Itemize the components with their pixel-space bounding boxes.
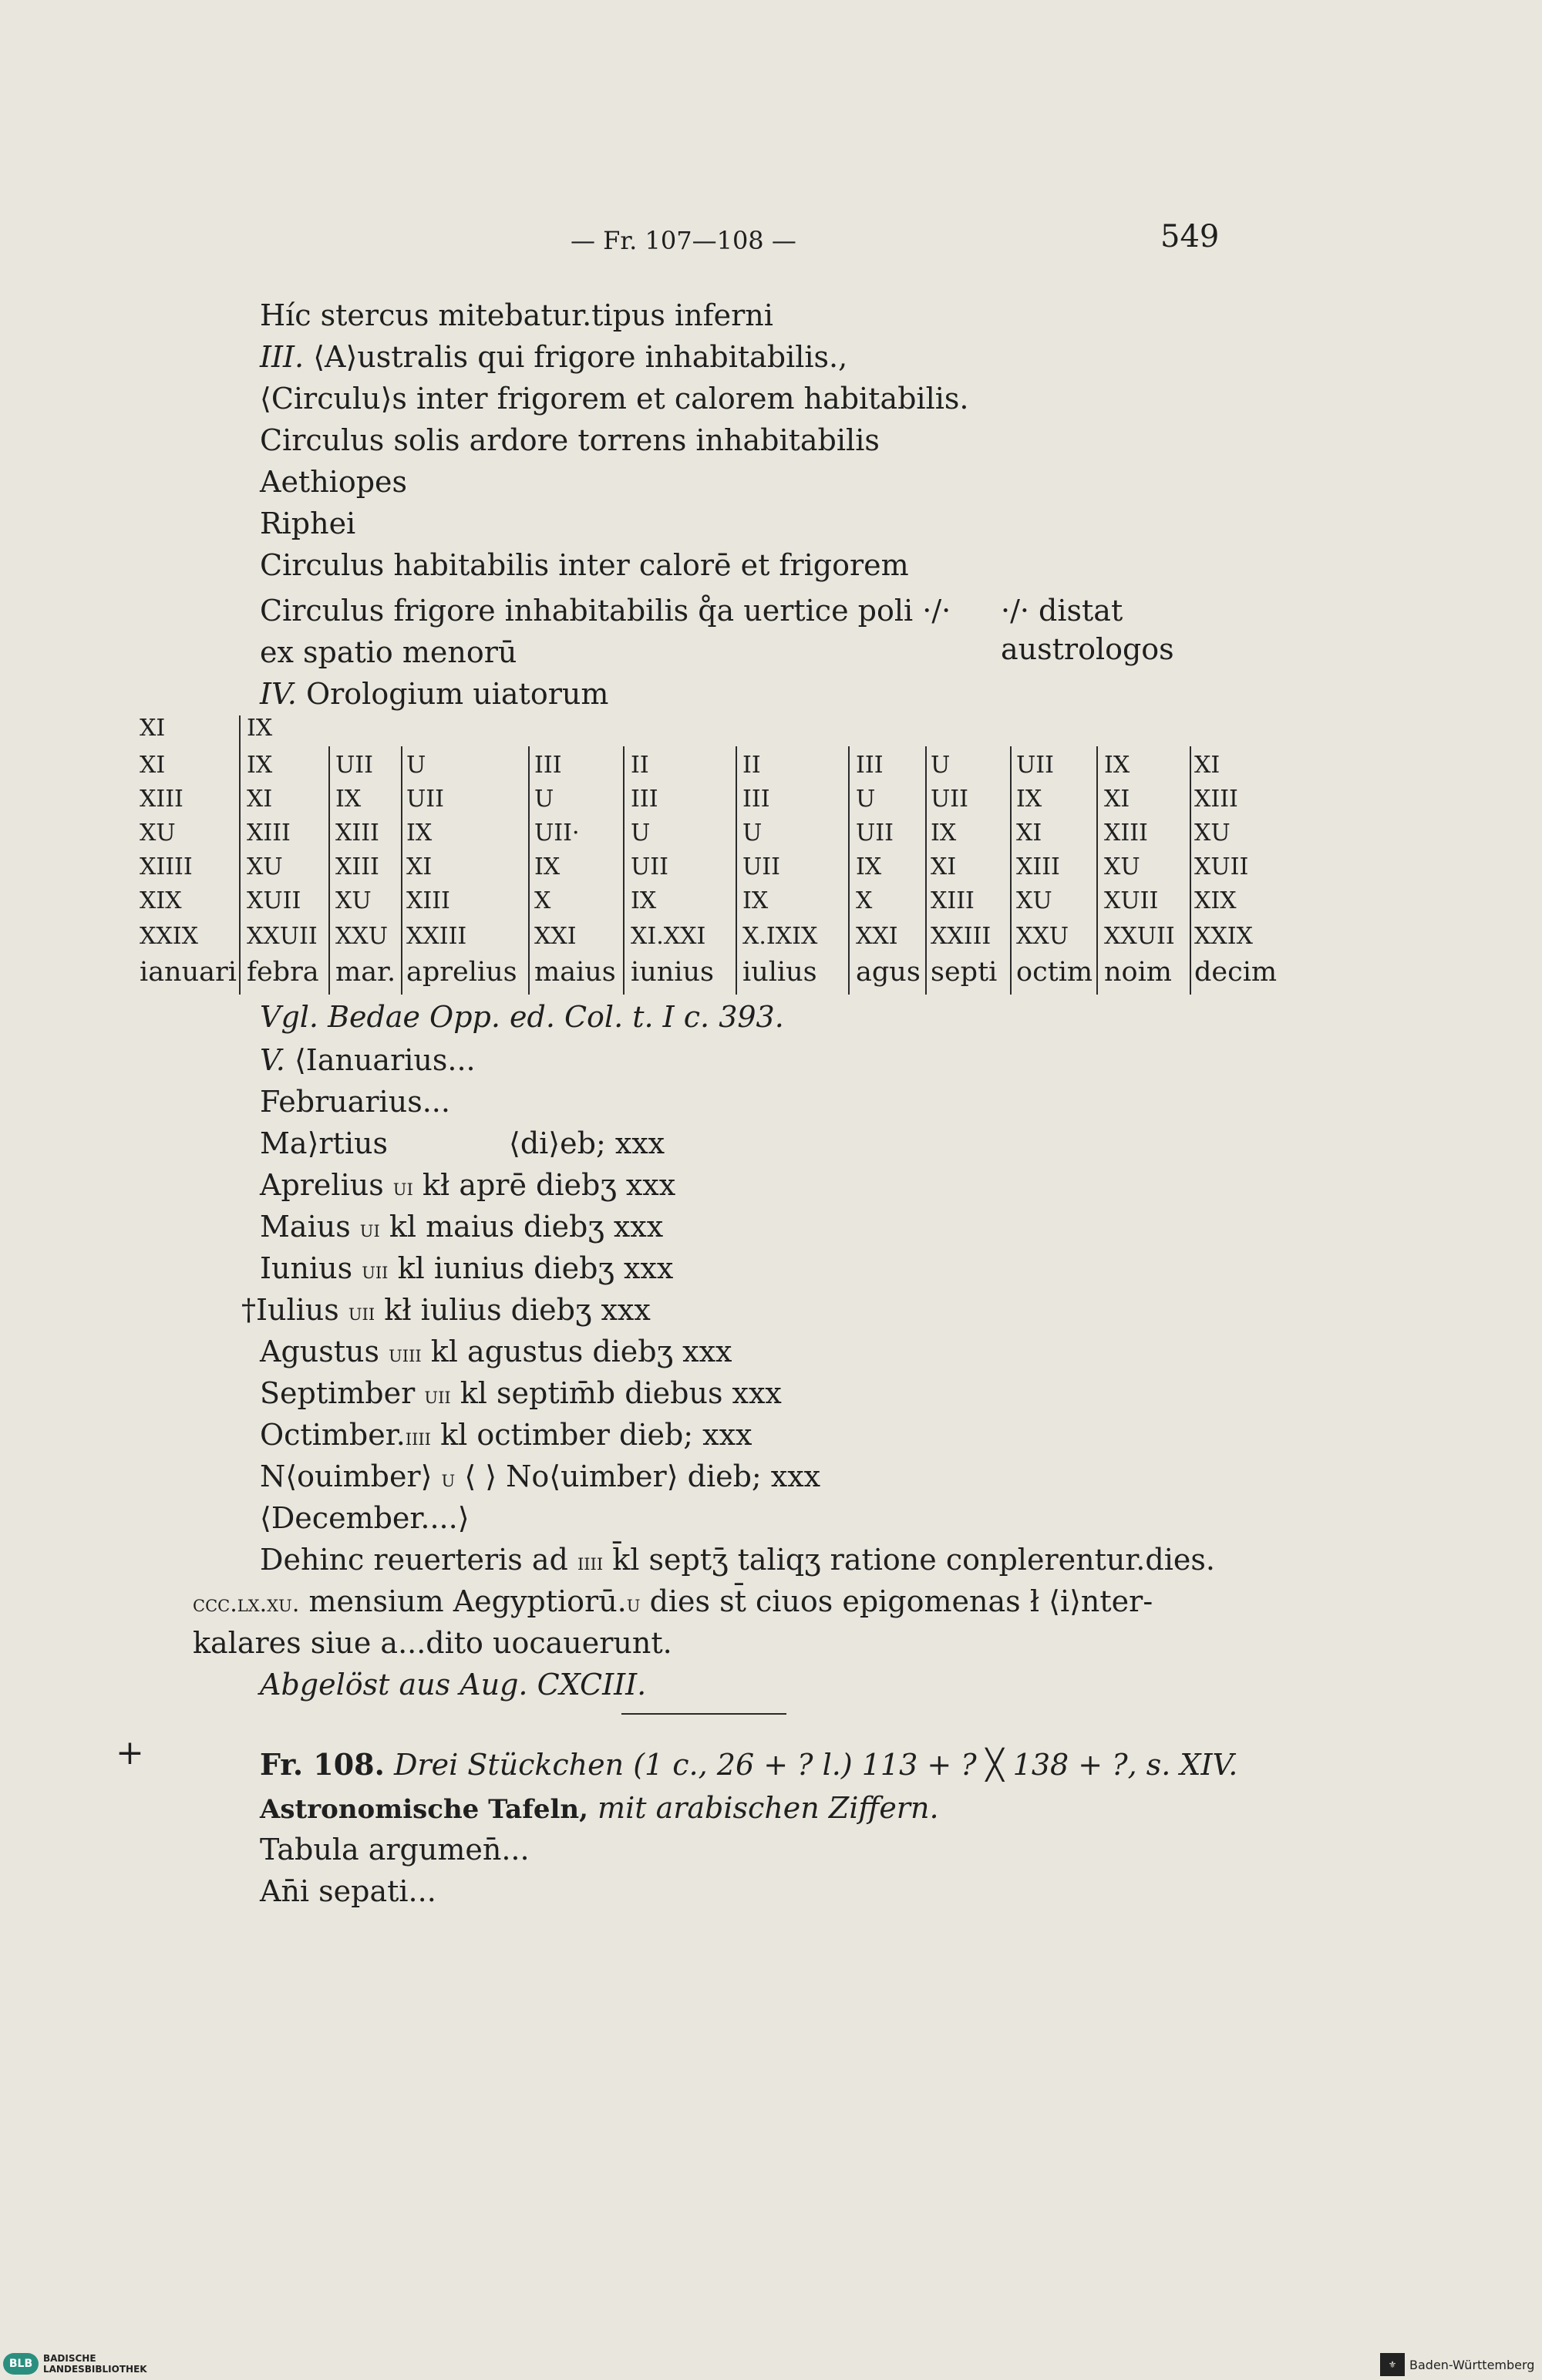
table-cell: UII· <box>534 820 580 847</box>
table-cell: X <box>534 887 551 914</box>
plus-mark: + <box>116 1733 144 1772</box>
table-cell: IX <box>631 887 657 914</box>
table-column-divider <box>401 746 402 995</box>
month-line-aug: Agustus uiii kl agustus diebʒ xxx <box>260 1335 732 1368</box>
text-line-5: Aethiopes <box>260 465 408 499</box>
table-cell: U <box>534 786 554 813</box>
fr108-subheading: Astronomische Tafeln, mit arabischen Ziffern. <box>260 1791 939 1825</box>
text-line-6: Riphei <box>260 507 356 540</box>
running-head: — Fr. 107—108 — <box>571 226 796 255</box>
table-cell: XIIII <box>140 853 193 880</box>
blb-logo: BLB <box>3 2353 39 2375</box>
table-cell: XI <box>247 786 273 813</box>
table-cell: IX <box>1104 752 1130 779</box>
table-cell: XU <box>140 820 176 847</box>
table-cell: IX <box>742 887 769 914</box>
table-month-label: febra <box>247 957 319 988</box>
table-cell: IX <box>856 853 882 880</box>
text-line-3: ⟨Circulu⟩s inter frigorem et calorem habitabilis. <box>260 382 969 416</box>
table-cell: XI <box>140 715 166 742</box>
table-cell: XI <box>140 752 166 779</box>
table-column-divider <box>528 746 530 995</box>
table-cell: U <box>856 786 876 813</box>
table-cell: U <box>931 752 951 779</box>
table-cell: III <box>631 786 658 813</box>
table-cell: UII <box>406 786 444 813</box>
table-cell: U <box>631 820 651 847</box>
table-cell: IX <box>406 820 433 847</box>
table-cell: XIII <box>931 887 975 914</box>
table-cell: XIX <box>140 887 182 914</box>
table-cell: XXUII <box>1104 923 1175 950</box>
table-column-divider <box>1010 746 1012 995</box>
table-cell: XIII <box>335 853 379 880</box>
text-line-2 <box>260 342 847 372</box>
table-cell: XUII <box>247 887 301 914</box>
section-divider <box>621 1713 786 1715</box>
table-cell: XIII <box>140 786 183 813</box>
month-line-iun: Iunius uii kl iunius diebʒ xxx <box>260 1251 674 1285</box>
table-cell: XU <box>247 853 283 880</box>
table-cell: XXU <box>1016 923 1069 950</box>
table-cell: IX <box>1016 786 1042 813</box>
table-cell: XU <box>1194 820 1231 847</box>
table-cell: XI <box>406 853 433 880</box>
table-cell: UII <box>931 786 968 813</box>
table-month-label: septi <box>931 957 998 988</box>
table-cell: III <box>742 786 770 813</box>
fr108-description: Drei Stückchen (1 c., 26 + ? l.) 113 + ? ╳ 138 + ?, s. XIV. <box>393 1748 1238 1782</box>
table-cell: XU <box>1104 853 1140 880</box>
month-line-feb: Februarius... <box>260 1085 450 1119</box>
state-name: Baden-Württemberg <box>1409 2358 1535 2372</box>
table-cell: IX <box>335 786 362 813</box>
table-month-label: octim <box>1016 957 1093 988</box>
table-month-label: iunius <box>631 957 714 988</box>
section-5-line <box>260 1045 476 1075</box>
text-line-10 <box>260 679 608 709</box>
table-cell: XUII <box>1104 887 1159 914</box>
table-column-divider <box>1096 746 1098 995</box>
table-cell: XXIII <box>931 923 992 950</box>
text-line-8-right: ·/· distat <box>1001 594 1123 628</box>
month-line-nov: N⟨ouimber⟩ u ⟨ ⟩ No⟨uimber⟩ dieb; xxx <box>260 1459 821 1493</box>
table-cell: XUII <box>1194 853 1249 880</box>
table-cell: III <box>856 752 884 779</box>
table-column-divider <box>328 746 330 995</box>
fr108-heading <box>260 1747 1238 1782</box>
text-line-4: Circulus solis ardore torrens inhabitabilis <box>260 423 880 457</box>
table-cell: IX <box>247 715 273 742</box>
fr108-title: Fr. 108. <box>260 1747 385 1782</box>
text-line-7: Circulus habitabilis inter calorē et frigorem <box>260 548 909 582</box>
table-cell: XI <box>1016 820 1042 847</box>
month-line-oct: Octimber.iiii kl octimber dieb; xxx <box>260 1418 752 1452</box>
month-line-mar: Ma⟩rtius <box>260 1126 388 1160</box>
table-cell: XXIX <box>1194 923 1253 950</box>
table-cell: IX <box>931 820 957 847</box>
text-line-1: Híc stercus mitebatur.tipus inferni <box>260 298 773 332</box>
text-line-9-right: austrologos <box>1001 632 1174 666</box>
section-5-rest: ⟨Ianuarius... <box>294 1043 476 1077</box>
table-cell: UII <box>742 853 780 880</box>
table-cell: XIII <box>1016 853 1060 880</box>
table-month-label: iulius <box>742 957 817 988</box>
month-line-sep: Septimber uii kl septim̄b diebus xxx <box>260 1376 782 1410</box>
section-number: IV. <box>260 677 297 711</box>
table-cell: UII <box>1016 752 1054 779</box>
month-line-mar-right: ⟨di⟩eb; xxx <box>509 1126 665 1160</box>
table-cell: XXUII <box>247 923 318 950</box>
table-month-label: decim <box>1194 957 1278 988</box>
table-month-label: aprelius <box>406 957 517 988</box>
month-line-iul: †Iulius uii kł iulius diebʒ xxx <box>241 1293 651 1327</box>
text-line-8: Circulus frigore inhabitabilis q̊a uertice poli ·/· <box>260 594 951 628</box>
table-cell: IX <box>247 752 273 779</box>
month-line-apr: Aprelius ui kł aprē diebʒ xxx <box>260 1168 676 1202</box>
month-line-dec: ⟨December....⟩ <box>260 1501 470 1535</box>
fr108-line-2: An̄i sepati... <box>260 1874 436 1908</box>
table-column-divider <box>623 746 625 995</box>
table-cell: III <box>534 752 562 779</box>
library-name: BADISCHE LANDESBIBLIOTHEK <box>43 2353 147 2375</box>
table-cell: XI <box>1194 752 1220 779</box>
table-cell: II <box>631 752 649 779</box>
ccc-line: ccc.lx.xu. mensium Aegyptiorū.u dies st̄ ciuos epigomenas ł ⟨i⟩nter- <box>193 1584 1153 1618</box>
table-column-divider <box>848 746 850 995</box>
table-column-divider <box>736 746 737 995</box>
section-number: V. <box>260 1043 285 1077</box>
table-cell: XU <box>1016 887 1052 914</box>
fr108-line-1: Tabula argumen̄... <box>260 1833 530 1867</box>
table-column-divider <box>239 715 241 995</box>
section-number: III. <box>260 340 305 374</box>
state-emblem-icon: ⚜ <box>1380 2353 1405 2376</box>
table-cell: UII <box>856 820 894 847</box>
text-line-9: ex spatio menorū <box>260 635 517 669</box>
table-cell: UII <box>631 853 668 880</box>
table-cell: XIII <box>1104 820 1148 847</box>
table-month-label: agus <box>856 957 921 988</box>
table-cell: XI <box>1104 786 1130 813</box>
table-cell: XXIX <box>140 923 198 950</box>
table-cell: XI <box>931 853 957 880</box>
table-cell: XU <box>335 887 372 914</box>
text-line-2-rest: ⟨A⟩ustralis qui frigore inhabitabilis., <box>313 340 848 374</box>
table-cell: XXIII <box>406 923 467 950</box>
table-cell: X <box>856 887 873 914</box>
table-cell: XIII <box>335 820 379 847</box>
table-cell: U <box>406 752 426 779</box>
text-line-10-rest: Orologium uiatorum <box>305 677 609 711</box>
table-cell: XIII <box>247 820 291 847</box>
table-month-label: ianuari <box>140 957 237 988</box>
table-cell: X.IXIX <box>742 923 818 950</box>
table-cell: U <box>742 820 763 847</box>
table-cell: XIII <box>406 887 450 914</box>
table-month-label: mar. <box>335 957 396 988</box>
month-line-mai: Maius ui kl maius diebʒ xxx <box>260 1210 664 1244</box>
table-cell: XIX <box>1194 887 1237 914</box>
table-column-divider <box>925 746 927 995</box>
source-note: Abgelöst aus Aug. CXCIII. <box>260 1668 647 1702</box>
table-month-label: maius <box>534 957 616 988</box>
table-month-label: noim <box>1104 957 1172 988</box>
table-cell: II <box>742 752 761 779</box>
reference-note: Vgl. Bedae Opp. ed. Col. t. I c. 393. <box>260 1000 784 1034</box>
dehinc-line: Dehinc reuerteris ad iiii k̄l septʒ̄ taliqʒ ratione conplerentur.dies. <box>260 1543 1215 1577</box>
page-number: 549 <box>1160 219 1220 254</box>
table-cell: XIII <box>1194 786 1238 813</box>
table-cell: UII <box>335 752 373 779</box>
table-cell: XI.XXI <box>631 923 706 950</box>
table-cell: XXU <box>335 923 388 950</box>
table-cell: XXI <box>534 923 577 950</box>
table-column-divider <box>1190 746 1191 995</box>
table-cell: IX <box>534 853 561 880</box>
table-cell: XXI <box>856 923 898 950</box>
kalares-line: kalares siue a...dito uocauerunt. <box>193 1626 672 1660</box>
